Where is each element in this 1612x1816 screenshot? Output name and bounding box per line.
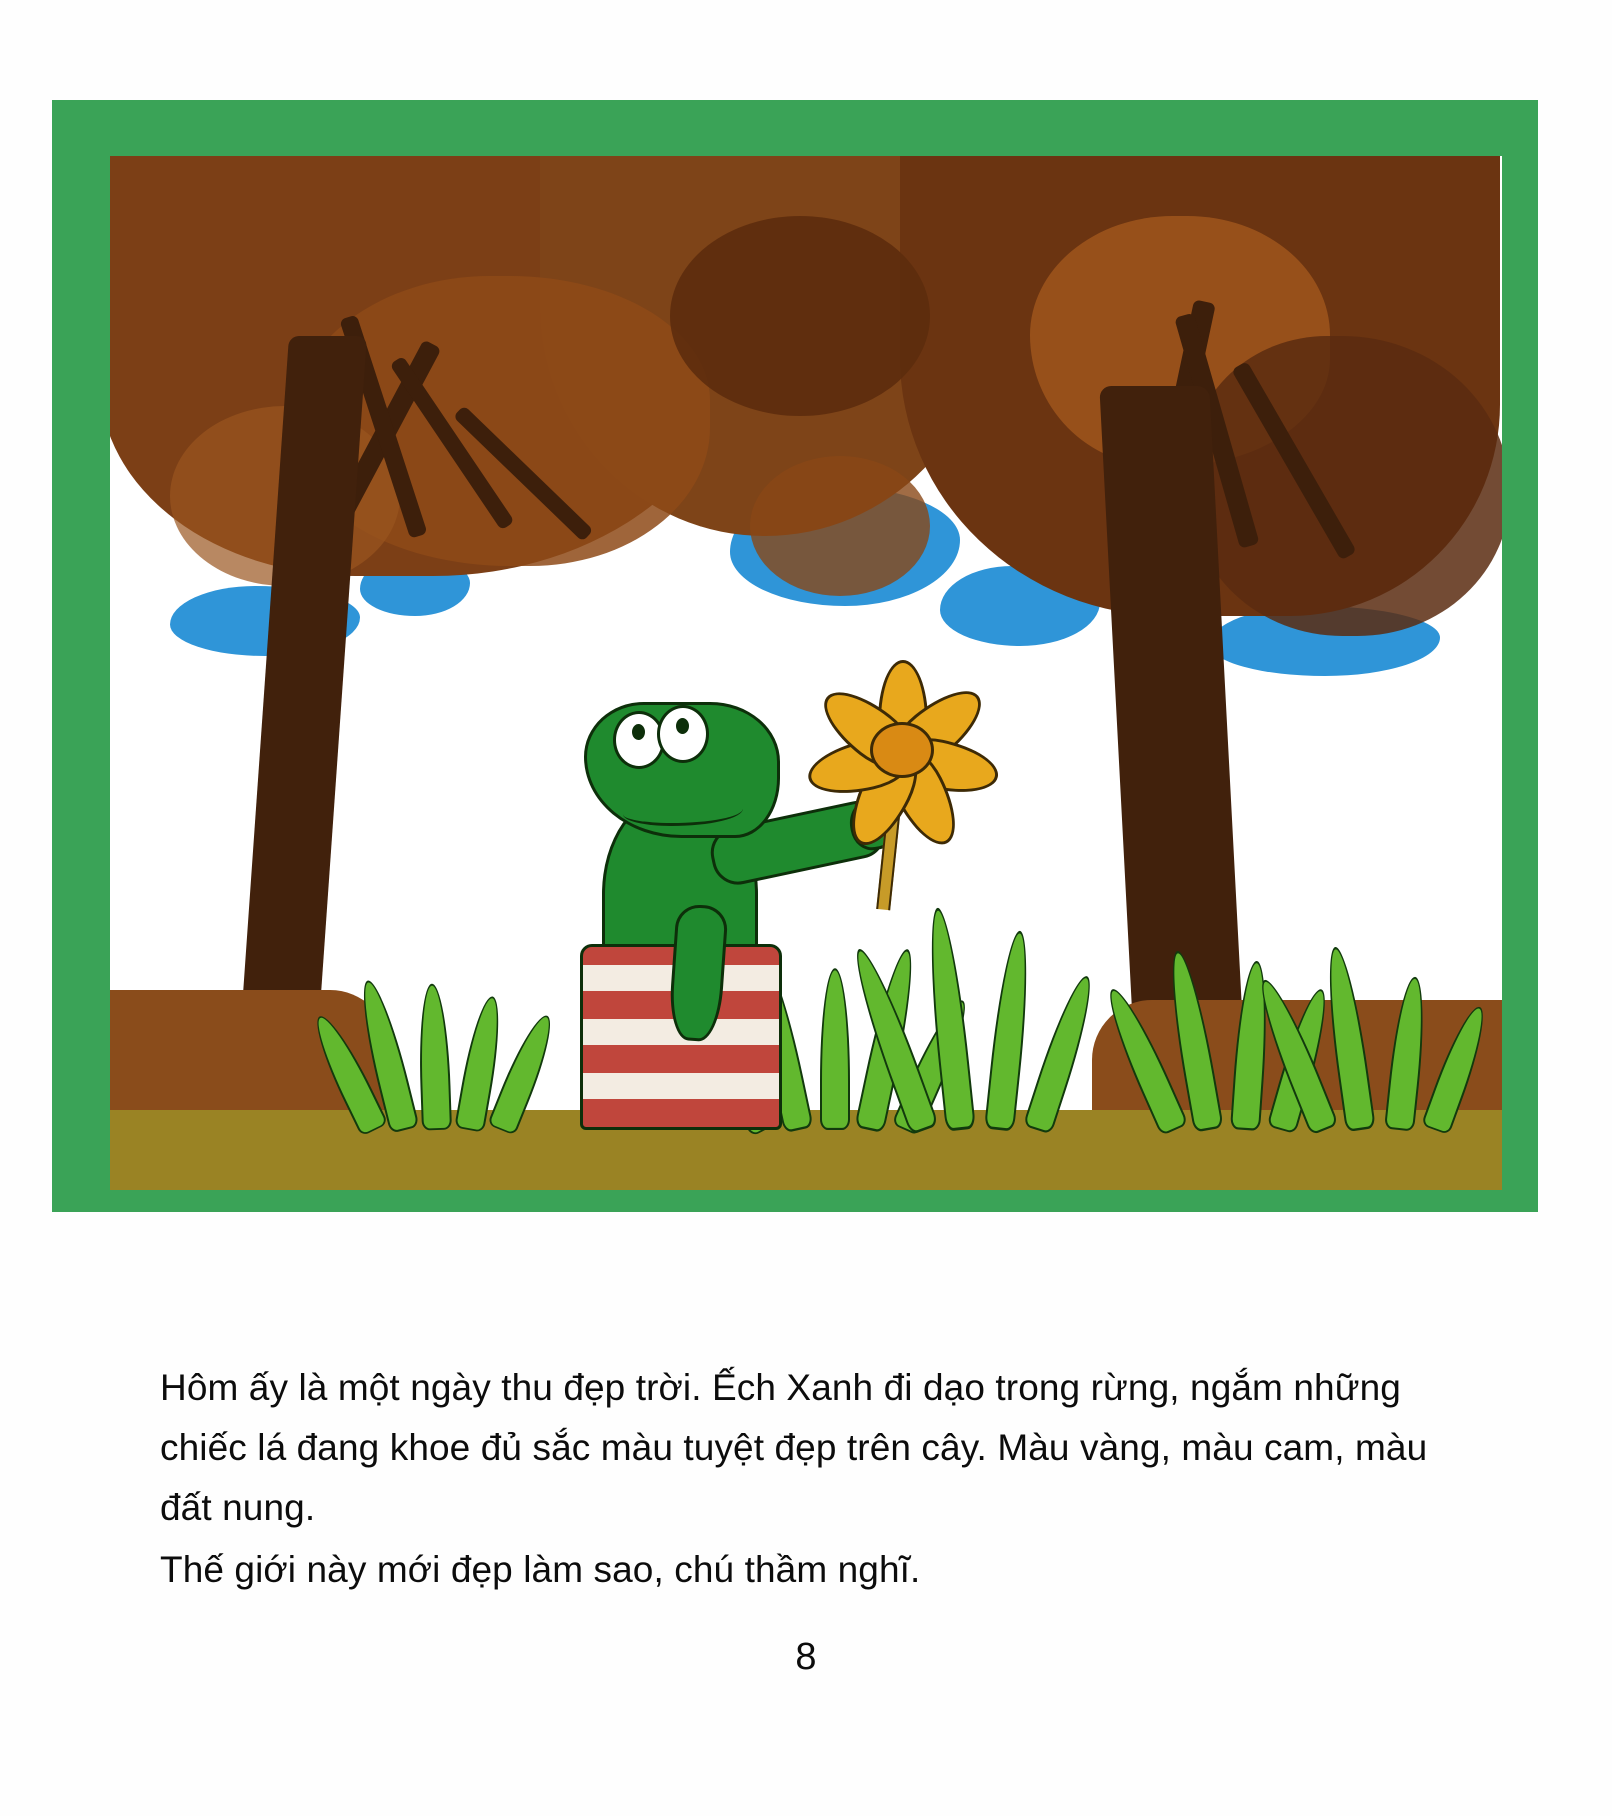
tree-canopy <box>670 216 930 416</box>
flower-center <box>870 722 934 778</box>
page-number: 8 <box>795 1636 817 1678</box>
story-paragraph: Thế giới này mới đẹp làm sao, chú thầm nghĩ. <box>160 1548 921 1590</box>
frog-pupil <box>676 718 689 734</box>
yellow-flower <box>798 650 998 850</box>
frog-eye <box>657 705 709 763</box>
frog-head <box>584 702 780 838</box>
illustration <box>52 100 1538 1212</box>
illustration-canvas <box>110 156 1502 1190</box>
tree-canopy <box>750 456 930 596</box>
story-paragraph: Hôm ấy là một ngày thu đẹp trời. Ếch Xanh đi dạo trong rừng, ngắm những chiếc lá đang khoe đủ sắc màu tuyệt đẹp trên cây. Màu vàng, màu cam, màu đất nung. <box>160 1367 1428 1528</box>
frog-pupil <box>632 724 645 740</box>
frog-character <box>562 660 862 1130</box>
frog-mouth <box>623 797 743 826</box>
story-text <box>160 1358 1430 1600</box>
